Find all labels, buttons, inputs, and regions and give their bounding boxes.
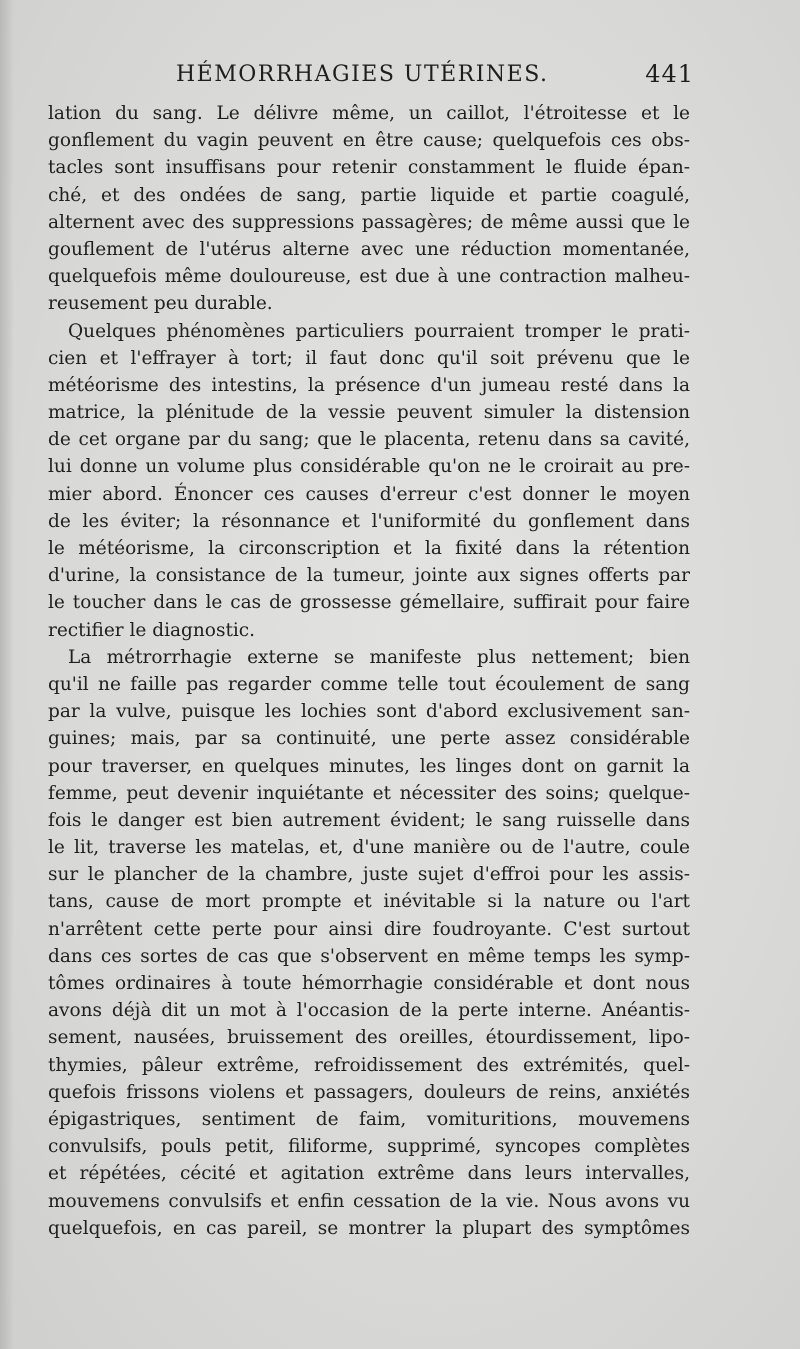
text-line: quefois frissons violens et passagers, douleurs de reins, anxiétés [48,1081,690,1103]
text-line: matrice, la plénitude de la vessie peuvent simuler la distension [48,402,690,424]
text-line: tans, cause de mort prompte et inévitable si la nature ou l'art [48,891,690,913]
text-line: et répétées, cécité et agitation extrême dans leurs intervalles, [48,1163,690,1185]
text-line: guines; mais, par sa continuité, une perte assez considérable [48,728,690,750]
text-line: gonflement du vagin peuvent en être cause; quelquefois ces obs- [48,130,690,152]
text-line: femme, peut devenir inquiétante et nécessiter des soins; quelque- [48,782,690,804]
text-line: tômes ordinaires à toute hémorrhagie considérable et dont nous [48,973,690,994]
text-line: le toucher dans le cas de grossesse gémellaire, suffirait pour faire [48,592,690,614]
text-line: reusement peu durable. [48,293,273,315]
text-line: épigastriques, sentiment de faim, vomituritions, mouvemens [48,1108,690,1130]
text-line: fois le danger est bien autrement évident; le sang ruisselle dans [48,809,690,831]
paragraph [48,644,690,1242]
text-line: par la vulve, puisque les lochies sont d'abord exclusivement san- [48,701,690,723]
running-title: HÉMORRHAGIES UTÉRINES. [176,62,549,87]
running-head [48,58,694,92]
text-line: de les éviter; la résonnance et l'uniformité du gonflement dans [48,510,690,532]
text-line: météorisme des intestins, la présence d'un jumeau resté dans la [48,374,690,396]
text-line: avons déjà dit un mot à l'occasion de la perte interne. Anéantis- [48,1000,690,1022]
text-line: le lit, traverse les matelas, et, d'une manière ou de l'autre, coule [48,837,690,859]
body-text [48,100,690,1242]
text-line: convulsifs, pouls petit, filiforme, supprimé, syncopes complètes [48,1136,690,1158]
text-line: thymies, pâleur extrême, refroidissement des extrémités, quel- [48,1054,690,1076]
text-line: cien et l'effrayer à tort; il faut donc qu'il soit prévenu que le [48,347,690,369]
paragraph [48,100,690,318]
text-line: lui donne un volume plus considérable qu'on ne le croirait au pre- [48,456,690,478]
text-line: alternent avec des suppressions passagères; de même aussi que le [48,211,690,233]
text-line: pour traverser, en quelques minutes, les linges dont on garnit la [48,755,690,777]
text-line: sement, nausées, bruissement des oreilles, étourdissement, lipo- [48,1027,690,1049]
text-line: quelquefois, en cas pareil, se montrer la plupart des symptômes [48,1217,690,1239]
text-line: gouflement de l'utérus alterne avec une réduction momentanée, [48,238,690,260]
paragraph [48,318,690,644]
text-line: La métrorrhagie externe se manifeste plus nettement; bien [68,646,690,668]
page-number: 441 [645,60,694,88]
text-line: sur le plancher de la chambre, juste sujet d'effroi pour les assis- [48,864,690,886]
text-line: dans ces sortes de cas que s'observent en même temps les symp- [48,945,690,967]
text-line: mouvemens convulsifs et enfin cessation de la vie. Nous avons vu [48,1190,690,1212]
text-line: quelquefois même douloureuse, est due à une contraction malheu- [48,266,690,288]
text-line: de cet organe par du sang; que le placenta, retenu dans sa cavité, [48,429,690,451]
text-line: Quelques phénomènes particuliers pourraient tromper le prati- [68,320,690,342]
text-line: lation du sang. Le délivre même, un caillot, l'étroitesse et le [48,103,690,124]
text-line: ché, et des ondées de sang, partie liquide et partie coagulé, [48,184,690,206]
text-line: mier abord. Énoncer ces causes d'erreur c'est donner le moyen [48,483,690,505]
text-line: n'arrêtent cette perte pour ainsi dire foudroyante. C'est surtout [48,918,690,940]
text-line: d'urine, la consistance de la tumeur, jointe aux signes offerts par [48,565,690,587]
text-line: qu'il ne faille pas regarder comme telle tout écoulement de sang [48,673,690,695]
text-line: tacles sont insuffisans pour retenir constamment le fluide épan- [48,157,690,179]
text-line: le météorisme, la circonscription et la fixité dans la rétention [48,538,690,559]
text-line: rectifier le diagnostic. [48,619,256,641]
